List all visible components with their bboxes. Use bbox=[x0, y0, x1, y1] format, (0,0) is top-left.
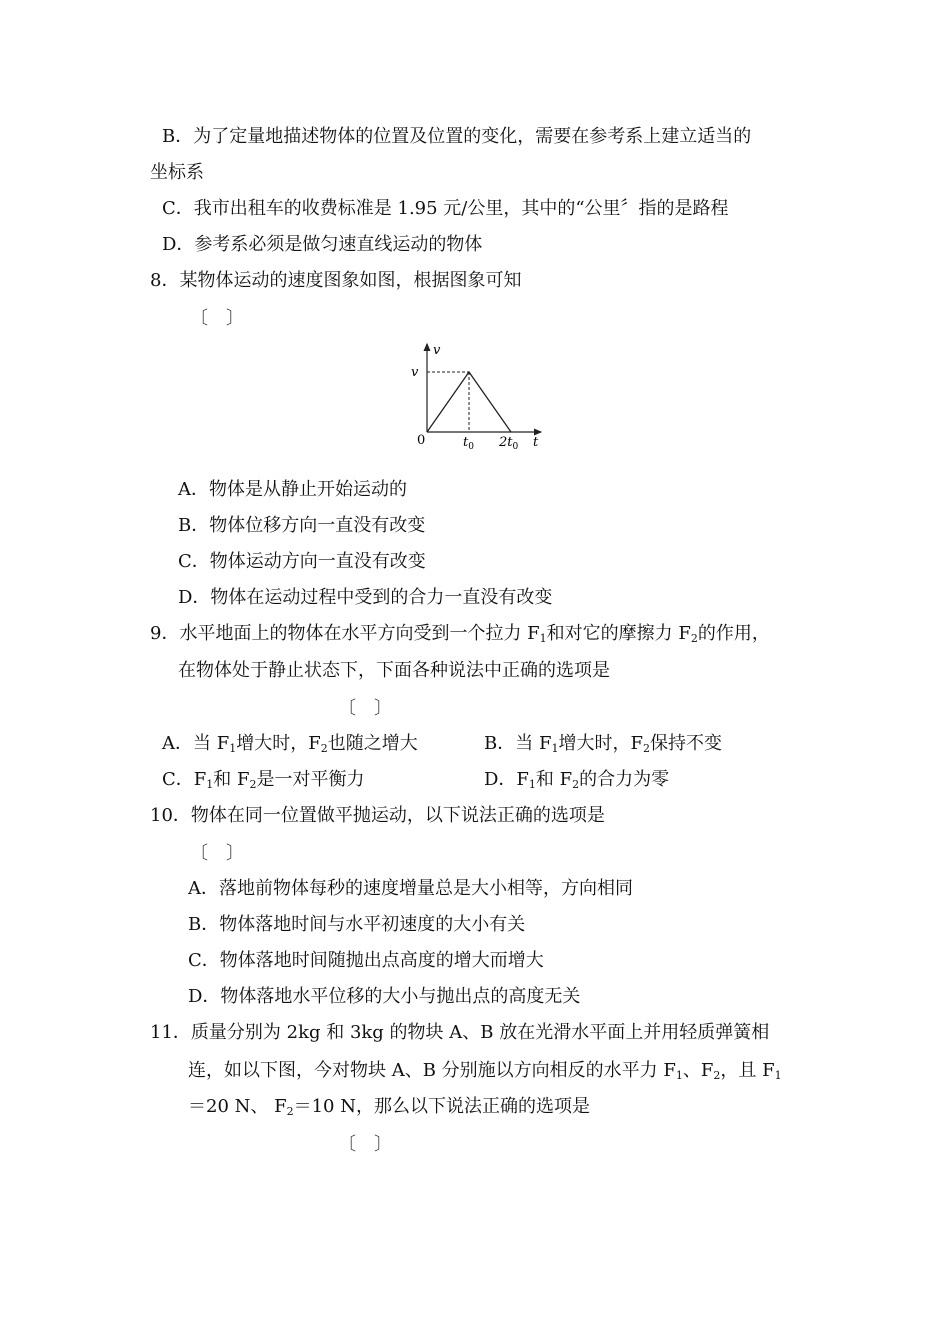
q9-stem-line1: 9．水平地面上的物体在水平方向受到一个拉力 $F_1$和对它的摩擦力 $F_2$的作用， bbox=[150, 623, 770, 645]
q7-option-b-line2: 坐标系 bbox=[150, 162, 204, 183]
q7-option-c: C．我市出租车的收费标准是 1.95 元/公里，其中的“公里〞指的是路程 bbox=[162, 198, 729, 219]
q11-answer-bracket: 〔 〕 bbox=[338, 1134, 392, 1155]
graph-x-axis-label: t bbox=[533, 435, 539, 450]
q9-option-d: D．$F_1$和 $F_2$的合力为零 bbox=[484, 769, 670, 791]
q8-option-a: A．物体是从静止开始运动的 bbox=[178, 479, 407, 500]
q11-stem-line1: 11．质量分别为 2kg 和 3kg 的物块 A、B 放在光滑水平面上并用轻质弹簧相 bbox=[150, 1022, 770, 1043]
graph-v-tick-label: v bbox=[411, 365, 419, 380]
q10-option-c: C．物体落地时间随抛出点高度的增大而增大 bbox=[188, 950, 544, 971]
graph-origin-label: 0 bbox=[417, 433, 426, 448]
graph-2t0-label: $2t_0$ bbox=[499, 435, 519, 452]
graph-t0-label: $t_0$ bbox=[463, 435, 474, 452]
q8-answer-bracket: 〔 〕 bbox=[190, 308, 244, 329]
q9-option-a: A．当 $F_1$增大时，$F_2$也随之增大 bbox=[162, 733, 418, 755]
q10-answer-bracket: 〔 〕 bbox=[190, 843, 244, 864]
q11-stem-line3: ＝20 N、 $F_2=10$ N，那么以下说法正确的选项是 bbox=[188, 1096, 590, 1118]
q9-option-c: C．$F_1$和 $F_2$是一对平衡力 bbox=[162, 769, 365, 791]
q9-answer-bracket: 〔 〕 bbox=[338, 698, 392, 719]
q9-option-b: B．当 $F_1$增大时，$F_2$保持不变 bbox=[484, 733, 722, 755]
q8-option-b: B．物体位移方向一直没有改变 bbox=[178, 515, 426, 536]
q10-option-a: A．落地前物体每秒的速度增量总是大小相等，方向相同 bbox=[188, 878, 633, 899]
q10-option-b: B．物体落地时间与水平初速度的大小有关 bbox=[188, 914, 526, 935]
q9-stem-line2: 在物体处于静止状态下，下面各种说法中正确的选项是 bbox=[178, 660, 610, 681]
q10-option-d: D．物体落地水平位移的大小与抛出点的高度无关 bbox=[188, 986, 581, 1007]
velocity-time-graph bbox=[405, 340, 550, 455]
q10-stem: 10．物体在同一位置做平抛运动，以下说法正确的选项是 bbox=[150, 805, 605, 826]
q7-option-b-line1: B．为了定量地描述物体的位置及位置的变化，需要在参考系上建立适当的 bbox=[162, 126, 752, 147]
graph-y-axis-label: v bbox=[433, 343, 441, 358]
q7-option-d: D．参考系必须是做匀速直线运动的物体 bbox=[162, 234, 483, 255]
q8-stem: 8．某物体运动的速度图象如图，根据图象可知 bbox=[150, 270, 522, 291]
q8-option-d: D．物体在运动过程中受到的合力一直没有改变 bbox=[178, 587, 553, 608]
q8-option-c: C．物体运动方向一直没有改变 bbox=[178, 551, 426, 572]
q11-stem-line2: 连，如以下图，今对物块 A、B 分别施以方向相反的水平力 $F_1$、$F_2$，且 $F_1$ bbox=[188, 1060, 782, 1082]
